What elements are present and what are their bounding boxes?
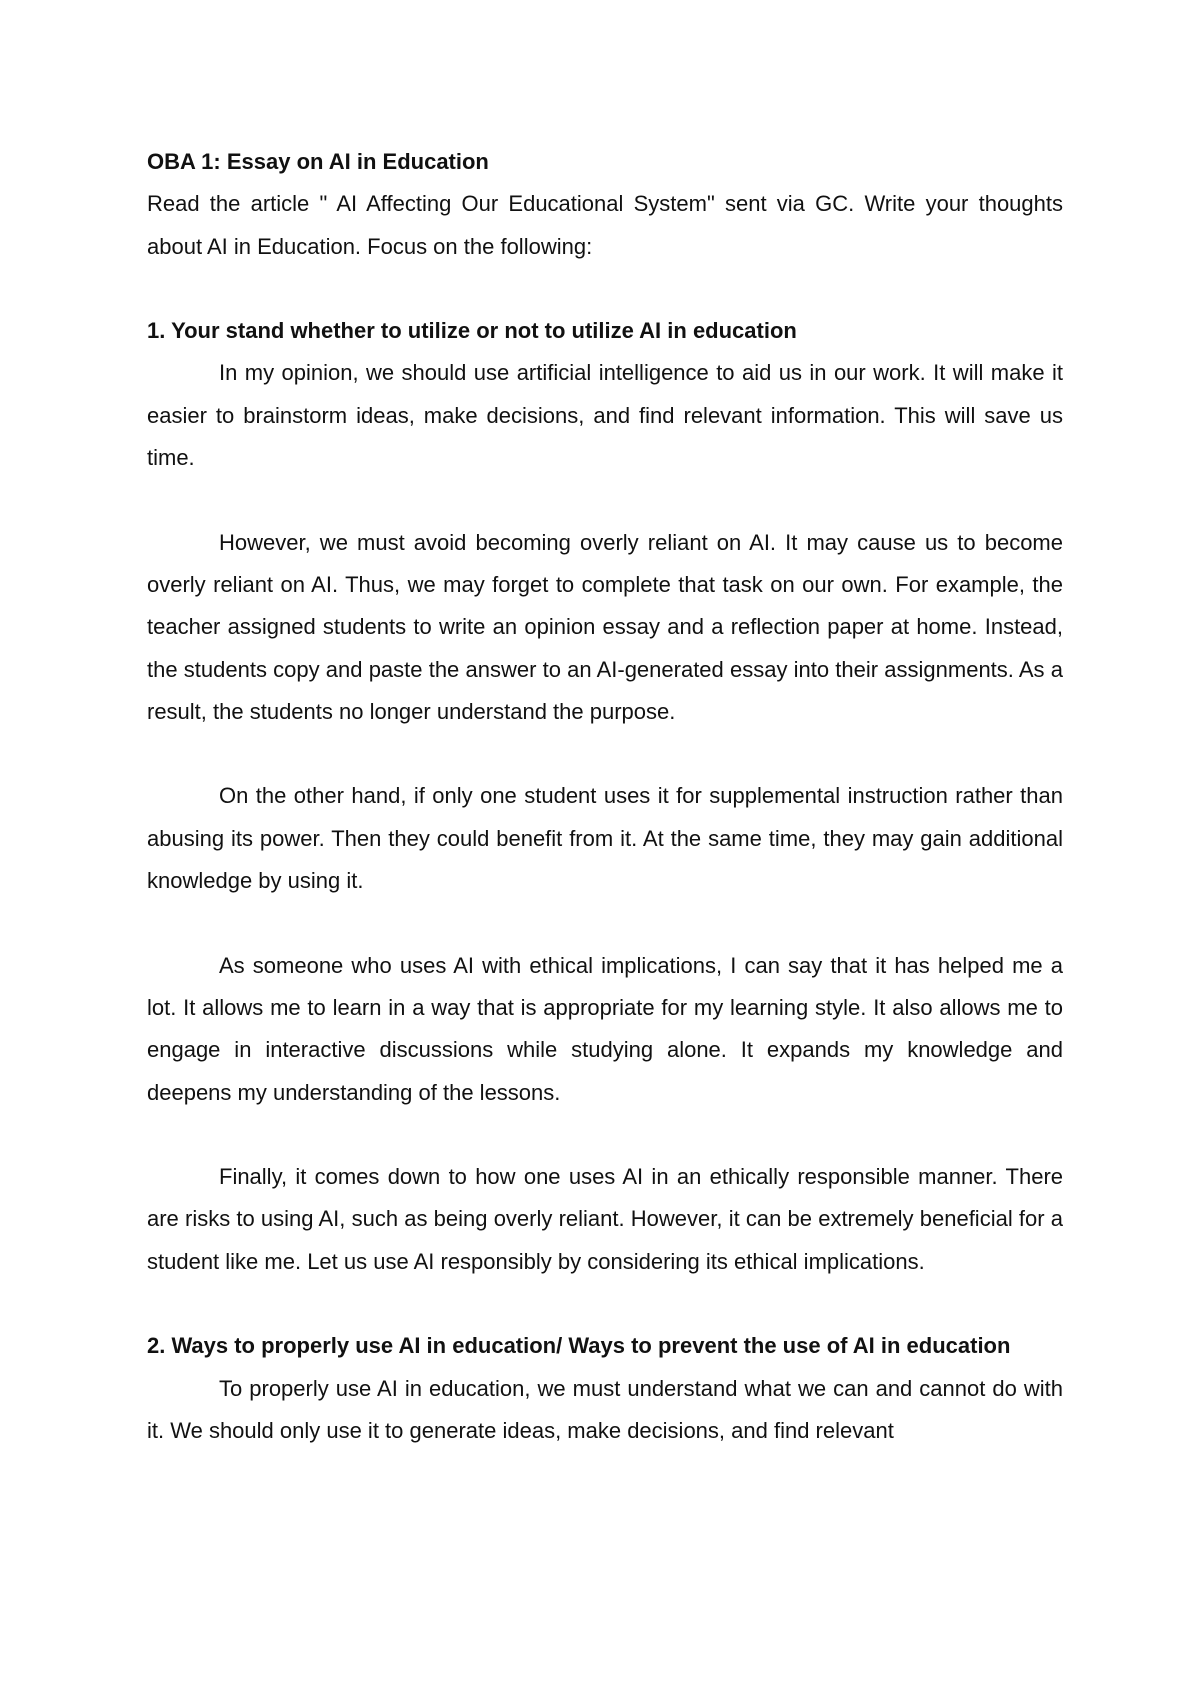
section-1-paragraph-2: However, we must avoid becoming overly reliant on AI. It may cause us to become overly reliant on AI. Thus, we may forget to complete that task on our own. For example, the teacher assigned students to write an opinion essay and a reflection paper at home. Instead, the students copy and paste the answer to an AI-generated essay into their assignments. As a result, the students no longer understand the purpose. — [147, 529, 1063, 724]
section-2-paragraph-1: To properly use AI in education, we must understand what we can and cannot do with it. We should only use it to generate ideas, make decisions, and find relevant — [147, 1375, 1063, 1443]
section-1-paragraph-1: In my opinion, we should use artificial intelligence to aid us in our work. It will make it easier to brainstorm ideas, make decisions, and find relevant information. This will save us time. — [147, 360, 1063, 471]
instructions-paragraph: Read the article " AI Affecting Our Educational System" sent via GC. Write your thoughts about AI in Education. Focus on the following: — [147, 191, 1063, 259]
section-1-paragraph-4: As someone who uses AI with ethical implications, I can say that it has helped me a lot. It allows me to learn in a way that is appropriate for my learning style. It also allows me to engage in interactive discussions while studying alone. It expands my knowledge and deepens my understanding of the lessons. — [147, 952, 1063, 1105]
section-1-paragraph-3: On the other hand, if only one student uses it for supplemental instruction rather than abusing its power. Then they could benefit from it. At the same time, they may gain additional knowledge by using it. — [147, 783, 1063, 894]
section-1-heading: 1. Your stand whether to utilize or not to utilize AI in education — [147, 318, 797, 344]
section-1-paragraph-5: Finally, it comes down to how one uses AI in an ethically responsible manner. There are risks to using AI, such as being overly reliant. However, it can be extremely beneficial for a student like me. Let us use AI responsibly by considering its ethical implications. — [147, 1164, 1063, 1274]
document-title: OBA 1: Essay on AI in Education — [147, 149, 489, 174]
section-2-heading: 2. Ways to properly use AI in education/ Ways to prevent the use of AI in education — [147, 1333, 1011, 1359]
